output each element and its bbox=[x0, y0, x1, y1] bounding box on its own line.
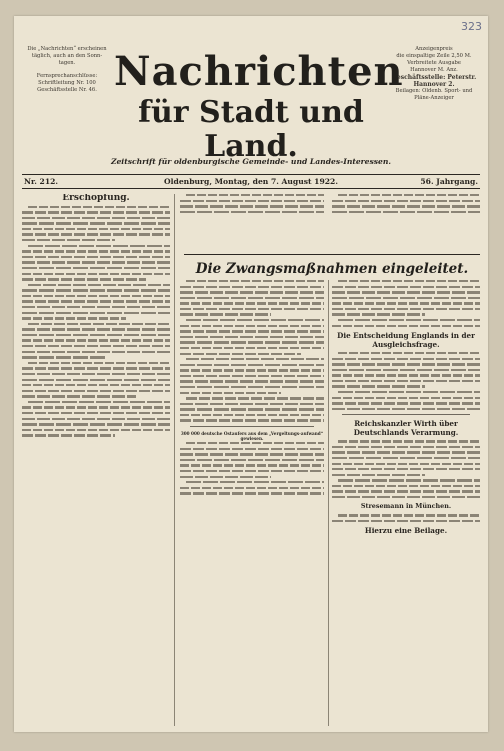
text-line bbox=[332, 402, 480, 404]
text-line bbox=[22, 418, 170, 420]
text-line bbox=[28, 401, 170, 403]
text-line bbox=[22, 373, 170, 375]
text-line bbox=[180, 492, 324, 494]
divider bbox=[342, 414, 470, 415]
text-line bbox=[180, 459, 324, 461]
text-line bbox=[22, 217, 170, 219]
text-line bbox=[180, 308, 324, 310]
text-line bbox=[22, 429, 170, 431]
main-headline: Die Zwangsmaßnahmen eingeleitet. bbox=[184, 254, 480, 277]
text-line bbox=[180, 392, 281, 394]
dateline bbox=[22, 174, 480, 189]
text-line bbox=[22, 356, 105, 358]
info-line: Geschäftsstelle: Peterstr. bbox=[391, 74, 477, 81]
text-line bbox=[186, 319, 324, 321]
info-line: Die „Nachrichten“ erscheinen bbox=[27, 46, 107, 52]
text-line bbox=[22, 261, 170, 263]
text-line bbox=[180, 375, 324, 377]
article-heading: Reichskanzler Wirth über Deutschlands Verarmung. bbox=[353, 419, 459, 438]
text-line bbox=[332, 308, 480, 310]
info-line: Geschäftsstelle Nr. 46. bbox=[37, 87, 97, 93]
masthead-title: Nachrichten bbox=[114, 48, 404, 95]
article-heading: Stresemann in München. bbox=[360, 502, 452, 511]
text-line bbox=[22, 300, 170, 302]
text-line bbox=[22, 256, 170, 258]
text-line bbox=[332, 363, 480, 365]
text-line bbox=[338, 319, 480, 321]
text-line bbox=[338, 194, 480, 196]
issue-date: Oldenburg, Montag, den 7. August 1922. bbox=[164, 177, 338, 186]
text-line bbox=[28, 284, 170, 286]
mid-top-column bbox=[180, 194, 324, 242]
article-body bbox=[332, 440, 480, 498]
text-line bbox=[186, 194, 324, 196]
text-line bbox=[338, 352, 480, 354]
text-line bbox=[180, 291, 324, 293]
text-line bbox=[22, 228, 170, 230]
text-line bbox=[180, 347, 324, 349]
text-line bbox=[338, 440, 480, 442]
text-line bbox=[332, 374, 480, 376]
text-line bbox=[22, 317, 126, 319]
text-line bbox=[180, 414, 324, 416]
text-line bbox=[22, 239, 115, 241]
text-line bbox=[180, 205, 324, 207]
text-line bbox=[332, 385, 425, 387]
text-line bbox=[180, 336, 324, 338]
text-line bbox=[28, 362, 170, 364]
text-line bbox=[180, 313, 271, 315]
text-line bbox=[180, 330, 324, 332]
text-line bbox=[180, 369, 324, 371]
info-line: Beilagen: Oldenb. Sport- und bbox=[395, 88, 473, 94]
right-article-column bbox=[332, 280, 480, 726]
text-line bbox=[332, 485, 480, 487]
text-line bbox=[22, 328, 170, 330]
text-line bbox=[180, 487, 324, 489]
info-line: die einspaltige Zeile 2,50 M. bbox=[396, 53, 472, 59]
text-line bbox=[332, 463, 480, 465]
text-line bbox=[180, 380, 324, 382]
text-line bbox=[22, 339, 170, 341]
right-top-column bbox=[332, 194, 480, 242]
text-line bbox=[338, 514, 480, 516]
info-line: Anzeigenpreis bbox=[415, 46, 453, 52]
text-line bbox=[332, 397, 480, 399]
text-line bbox=[186, 397, 324, 399]
text-line bbox=[22, 334, 170, 336]
article-body bbox=[332, 514, 480, 522]
text-line bbox=[22, 390, 170, 392]
article-body bbox=[332, 280, 480, 327]
info-line: Hannover M. Anz. bbox=[410, 67, 458, 73]
text-line bbox=[332, 457, 480, 459]
text-line bbox=[186, 280, 324, 282]
text-line bbox=[332, 286, 480, 288]
text-line bbox=[22, 306, 170, 308]
text-line bbox=[332, 358, 480, 360]
text-line bbox=[332, 490, 480, 492]
text-line bbox=[332, 468, 480, 470]
text-line bbox=[28, 206, 170, 208]
info-line: Hannover 2. bbox=[413, 81, 455, 88]
text-line bbox=[180, 364, 324, 366]
article-body bbox=[332, 352, 480, 410]
article-subheading: 300 000 deutsche Ostaufers aus dem „Vergeltungs-aufwand“ gewiesen. bbox=[180, 430, 324, 442]
text-line bbox=[22, 222, 170, 224]
text-line bbox=[180, 419, 324, 421]
text-line bbox=[180, 403, 324, 405]
text-line bbox=[180, 453, 324, 455]
text-line bbox=[180, 302, 324, 304]
text-line bbox=[22, 211, 170, 213]
text-line bbox=[180, 448, 324, 450]
info-line: tagen. bbox=[58, 60, 76, 66]
text-line bbox=[22, 273, 170, 275]
text-line bbox=[180, 470, 324, 472]
left-article-column bbox=[22, 194, 175, 726]
text-line bbox=[332, 369, 480, 371]
text-line bbox=[180, 408, 324, 410]
info-line: Fernsprechanschlüsse: bbox=[36, 73, 98, 79]
text-line bbox=[180, 297, 324, 299]
text-line bbox=[22, 345, 170, 347]
info-line: Verbreitete Ausgabe bbox=[407, 60, 461, 66]
text-line bbox=[28, 323, 170, 325]
text-line bbox=[22, 367, 170, 369]
text-line bbox=[186, 481, 324, 483]
masthead-title-line2: für Stadt und Land. bbox=[138, 95, 364, 164]
text-line bbox=[180, 353, 301, 355]
article-heading: Die Entscheidung Englands in der Ausgleichsfrage. bbox=[337, 331, 475, 350]
text-line bbox=[186, 358, 324, 360]
text-line bbox=[332, 211, 480, 213]
volume-year: 56. Jahrgang. bbox=[420, 177, 478, 186]
text-line bbox=[22, 379, 170, 381]
text-line bbox=[22, 250, 170, 252]
text-line bbox=[28, 245, 170, 247]
text-line bbox=[180, 325, 324, 327]
text-line bbox=[332, 313, 425, 315]
info-line: täglich, auch an den Sonn- bbox=[31, 53, 103, 59]
text-line bbox=[22, 295, 170, 297]
text-line bbox=[22, 278, 146, 280]
article-body bbox=[180, 442, 324, 495]
text-line bbox=[22, 423, 170, 425]
text-line bbox=[332, 408, 480, 410]
text-line bbox=[338, 479, 480, 481]
text-line bbox=[22, 267, 170, 269]
text-line bbox=[22, 406, 170, 408]
text-line bbox=[332, 200, 480, 202]
article-body bbox=[180, 194, 324, 213]
text-line bbox=[186, 442, 324, 444]
text-line bbox=[332, 205, 480, 207]
mid-article-column bbox=[180, 280, 329, 726]
text-line bbox=[180, 341, 324, 343]
text-line bbox=[332, 451, 480, 453]
text-line bbox=[332, 380, 480, 382]
text-line bbox=[22, 289, 170, 291]
text-line bbox=[332, 302, 480, 304]
text-line bbox=[180, 464, 324, 466]
text-line bbox=[332, 474, 425, 476]
text-line bbox=[180, 286, 324, 288]
text-line bbox=[332, 325, 480, 327]
text-line bbox=[22, 434, 115, 436]
text-line bbox=[338, 280, 480, 282]
text-line bbox=[22, 312, 170, 314]
page-number: 323 bbox=[461, 20, 482, 33]
info-line: Schriftleitung Nr. 100 bbox=[38, 80, 96, 86]
article-body bbox=[180, 280, 324, 422]
text-line bbox=[338, 391, 480, 393]
article-body bbox=[22, 206, 170, 437]
masthead bbox=[114, 48, 404, 164]
issue-number: Nr. 212. bbox=[24, 177, 59, 186]
supplement-note: Hierzu eine Beilage. bbox=[364, 526, 448, 536]
text-line bbox=[180, 200, 324, 202]
text-line bbox=[180, 386, 324, 388]
divider bbox=[190, 426, 314, 427]
subtitle: Zeitschrift für oldenburgische Gemeinde- und Landes-Interessen. bbox=[110, 157, 392, 166]
article-body bbox=[332, 194, 480, 213]
publication-info-box bbox=[22, 46, 112, 94]
text-line bbox=[180, 476, 271, 478]
info-line: Pläne-Anzeiger bbox=[414, 95, 454, 101]
text-line bbox=[332, 446, 480, 448]
newspaper-page bbox=[14, 16, 488, 732]
text-line bbox=[180, 211, 324, 213]
text-line bbox=[22, 395, 136, 397]
article-heading: Erschöpfung. bbox=[62, 194, 130, 203]
text-line bbox=[22, 233, 170, 235]
text-line bbox=[332, 297, 480, 299]
text-line bbox=[22, 351, 170, 353]
text-line bbox=[332, 291, 480, 293]
text-line bbox=[22, 384, 170, 386]
text-line bbox=[22, 412, 170, 414]
text-line bbox=[332, 520, 480, 522]
text-line bbox=[332, 496, 480, 498]
